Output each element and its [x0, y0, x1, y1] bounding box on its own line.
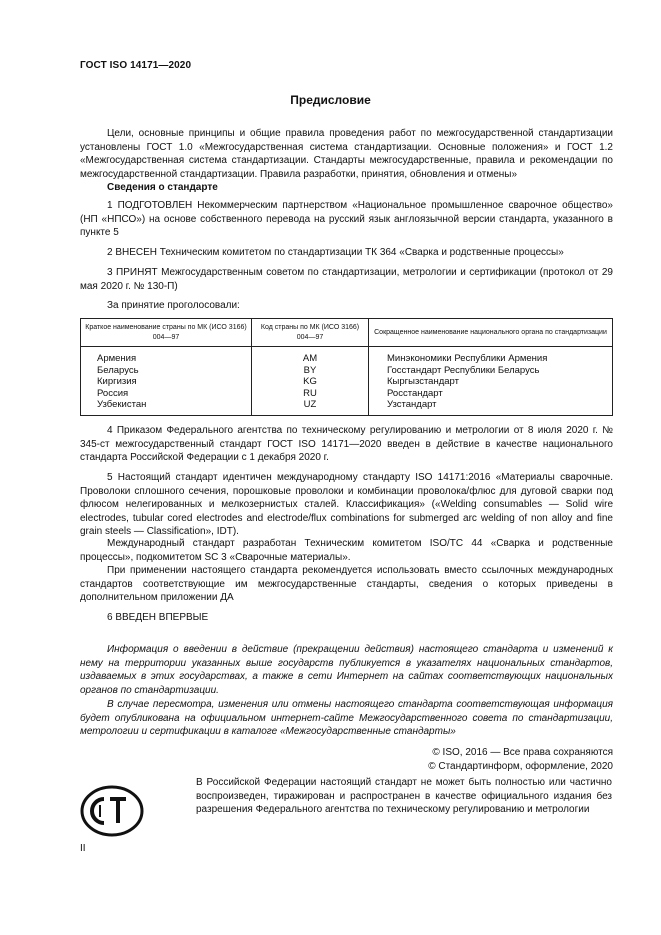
item-5-committee: Международный стандарт разработан Техническим комитетом ISO/TC 44 «Сварка и родственные процессы», подкомитетом SC 3 «Сварочные материалы».	[80, 538, 613, 563]
reproduction-notice: В Российской Федерации настоящий стандарт не может быть полностью или частично воспроизведен, тиражирован и распространен в качестве официального издания без разрешения Федерального агентства по техническому регулированию и метрологии	[196, 777, 612, 815]
item-5: 5 Настоящий стандарт идентичен международному стандарту ISO 14171:2016 «Материалы сварочные. Проволоки сплошного сечения, порошковые проволоки и комбинации проволока/флюс для дуговой сварки под флюсом нелегированных и мелкозернистых сталей. Классификация» («Welding consumables — Solid wire electrodes, tubular cored electrodes and electrode/flux combinations for submerged arc welding of non alloy and fine grain steels — Classification», IDT).	[80, 472, 613, 537]
info-revision-italic: В случае пересмотра, изменения или отмены настоящего стандарта соответствующая информация будет опубликована на официальном интернет-сайте Межгосударственного совета по стандартизации, метрологии и сертификации в каталоге «Межгосударственные стандарты»	[80, 699, 613, 737]
code-cell: RU	[252, 388, 369, 400]
table-header-row	[81, 319, 613, 347]
country-cell: Узбекистан	[81, 399, 252, 415]
info-introduction-italic: Информация о введении в действие (прекращении действия) настоящего стандарта и изменений к нему на территории указанных выше государств публикуется в указателях национальных стандартов, издаваемых в этих государствах, а также в сети Интернет на сайтах соответствующих национальных органов по стандартизации.	[80, 644, 613, 696]
table-row	[81, 388, 613, 400]
page-title: Предисловие	[290, 93, 371, 107]
country-cell: Киргизия	[81, 376, 252, 388]
voted-label: За принятие проголосовали:	[107, 300, 240, 311]
country-cell: Россия	[81, 388, 252, 400]
item-6: 6 ВВЕДЕН ВПЕРВЫЕ	[107, 612, 209, 623]
code-cell: AM	[252, 347, 369, 365]
info-heading: Сведения о стандарте	[107, 182, 218, 193]
item-1: 1 ПОДГОТОВЛЕН Некоммерческим партнерством «Национальное промышленное сварочное общество» (НП «НПСО») на основе собственного перевода на русский язык англоязычной версии стандарта, указанного в пункте 5	[80, 200, 613, 238]
code-cell: BY	[252, 365, 369, 377]
table-header-body: Сокращенное наименование национального органа по стандартизации	[369, 319, 613, 347]
body-cell: Госстандарт Республики Беларусь	[369, 365, 613, 377]
country-cell: Армения	[81, 347, 252, 365]
copyright-standartinform: © Стандартинформ, оформление, 2020	[428, 761, 613, 772]
table-row	[81, 399, 613, 415]
table-row	[81, 365, 613, 377]
copyright-iso: © ISO, 2016 — Все права сохраняются	[432, 747, 613, 758]
table-row	[81, 376, 613, 388]
item-2: 2 ВНЕСЕН Техническим комитетом по стандартизации ТК 364 «Сварка и родственные процессы»	[107, 247, 564, 258]
code-cell: KG	[252, 376, 369, 388]
item-5-application: При применении настоящего стандарта рекомендуется использовать вместо ссылочных международных стандартов соответствующие им межгосударственные стандарты, сведения о которых приведены в дополнительном приложении ДА	[80, 565, 613, 603]
votes-table	[80, 318, 613, 416]
body-cell: Росстандарт	[369, 388, 613, 400]
table-header-country: Краткое наименование страны по МК (ИСО 3166) 004—97	[81, 319, 252, 347]
body-cell: Минэкономики Республики Армения	[369, 347, 613, 365]
rst-certification-mark-icon	[80, 785, 144, 837]
body-cell: Кыргызстандарт	[369, 376, 613, 388]
document-header: ГОСТ ISO 14171—2020	[80, 60, 192, 71]
item-4: 4 Приказом Федерального агентства по техническому регулированию и метрологии от 8 июля 2020 г. № 345-ст межгосударственный стандарт ГОСТ ISO 14171—2020 введен в действие в качестве национального стандарта Российской Федерации с 1 декабря 2020 г.	[80, 425, 613, 463]
table-row	[81, 347, 613, 365]
code-cell: UZ	[252, 399, 369, 415]
intro-paragraph: Цели, основные принципы и общие правила проведения работ по межгосударственной стандартизации установлены ГОСТ 1.0 «Межгосударственная система стандартизации. Основные положения» и ГОСТ 1.2 «Межгосударственная система стандартизации. Стандарты межгосударственные, правила и рекомендации по межгосударственной стандартизации. Правила разработки, принятия, обновления и отмены»	[80, 128, 613, 180]
item-3: 3 ПРИНЯТ Межгосударственным советом по стандартизации, метрологии и сертификации (протокол от 29 мая 2020 г. № 130-П)	[80, 267, 613, 292]
country-cell: Беларусь	[81, 365, 252, 377]
table-header-code: Код страны по МК (ИСО 3166) 004—97	[252, 319, 369, 347]
body-cell: Узстандарт	[369, 399, 613, 415]
page-number: II	[80, 843, 86, 854]
